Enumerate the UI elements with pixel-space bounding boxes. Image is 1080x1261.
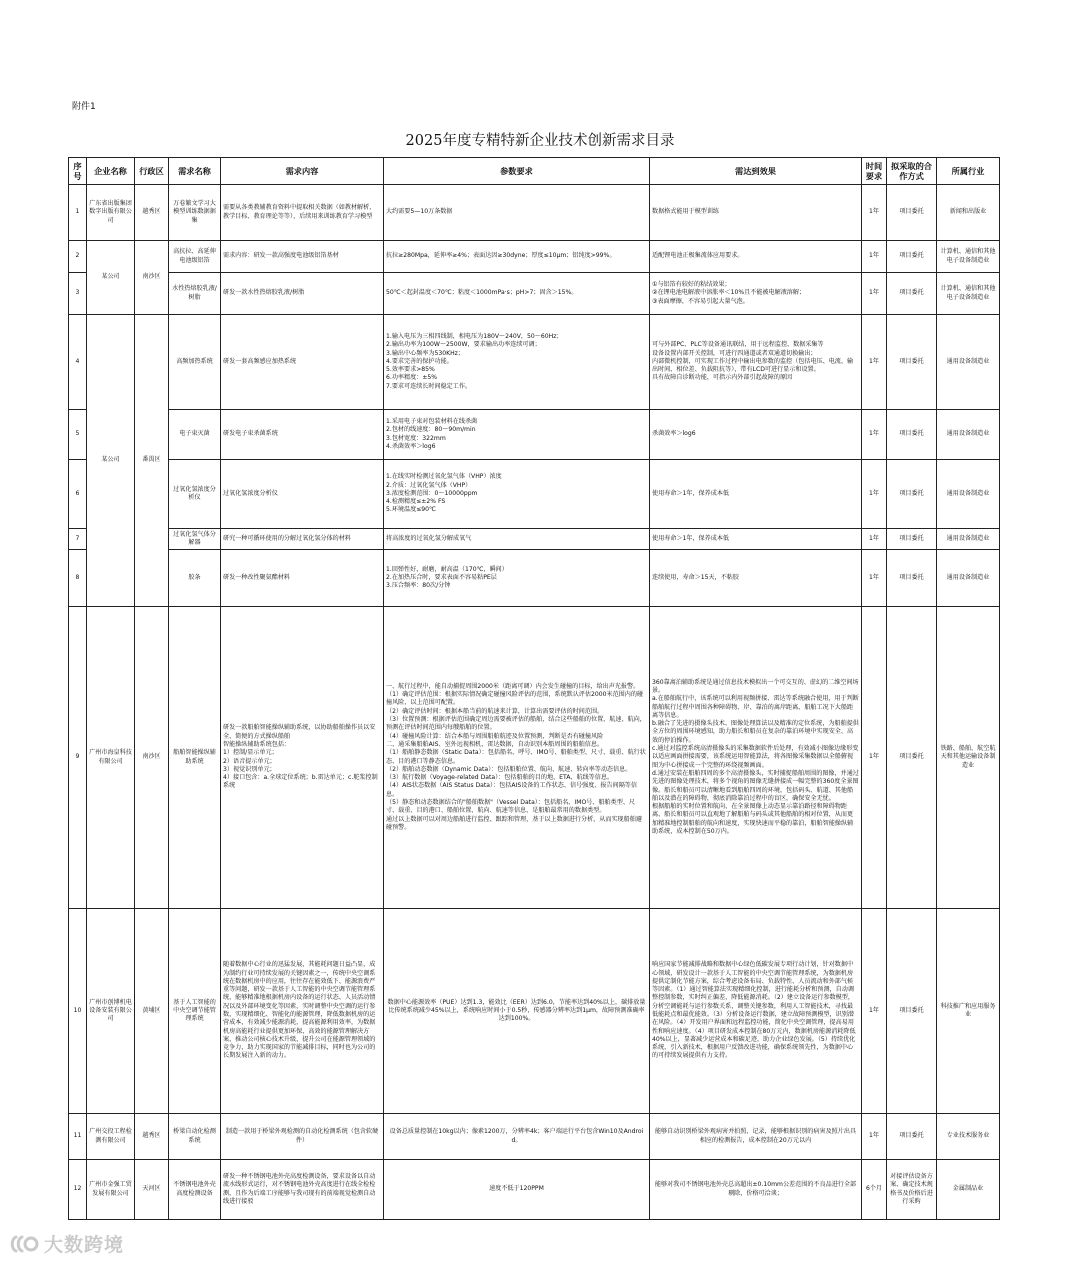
cell-coop: 项目委托 <box>887 460 937 529</box>
cell-time: 6个月 <box>862 1160 887 1220</box>
header-industry: 所属行业 <box>937 158 1000 185</box>
cell-no: 7 <box>69 529 87 550</box>
cell-content: 研发一种改性聚氨酯材料 <box>221 550 384 607</box>
cell-no: 3 <box>69 273 87 315</box>
cell-no: 12 <box>69 1160 87 1220</box>
cell-industry: 通用设备制造业 <box>937 529 1000 550</box>
cell-params: 50℃＜起封温度＜70℃；粘度＜1000mPa·s；pH>7；固含＞15%。 <box>384 273 650 315</box>
cell-effect: 适配锂电池正极集流体应用要求。 <box>650 241 862 273</box>
cell-no: 9 <box>69 607 87 909</box>
cell-industry: 新闻和出版业 <box>937 185 1000 241</box>
header-row <box>69 158 1000 185</box>
cell-time: 1年 <box>862 315 887 410</box>
cell-params: 数据中心能源效率（PUE）达到1.3，能效比（EER）达到6.0，节能率达到40%以上，碳排放量比传统系统减少45%以上，系统响应时间小于0.5秒，传感器分辨率达到1μm，故障预测准确率达到100%。 <box>384 909 650 1114</box>
header-no: 序号 <box>69 158 87 185</box>
cell-no: 5 <box>69 410 87 460</box>
cell-name: 万卷繁文学习大模型训练数据据集 <box>169 185 221 241</box>
cell-time: 1年 <box>862 607 887 909</box>
table-row <box>69 607 1000 909</box>
page-title: 2025年度专精特新企业技术创新需求目录 <box>405 133 675 149</box>
cell-content: 研发一套高频感应加热系统 <box>221 315 384 410</box>
cell-coop: 对接评估设备方案、确定技术规格书及价格后进行采购 <box>887 1160 937 1220</box>
cell-industry: 科技推广和应用服务业 <box>937 909 1000 1114</box>
cell-no: 6 <box>69 460 87 529</box>
cell-no: 2 <box>69 241 87 273</box>
cell-time: 1年 <box>862 550 887 607</box>
table-row <box>69 241 1000 273</box>
cell-name: 高抗拉、高延伸电池级铝箔 <box>169 241 221 273</box>
cell-name: 基于人工智能的中央空调节能管理系统 <box>169 909 221 1114</box>
cell-industry: 铁路、船舶、航空航天和其他运输设备制造业 <box>937 607 1000 909</box>
cell-time: 1年 <box>862 529 887 550</box>
header-demand-name: 需求名称 <box>169 158 221 185</box>
cell-effect: 连续使用，寿命＞15天，不粘胶 <box>650 550 862 607</box>
cell-coop: 项目委托 <box>887 185 937 241</box>
cell-name: 船舶智能操纵辅助系统 <box>169 607 221 909</box>
cell-no: 11 <box>69 1114 87 1160</box>
cell-company: 广州市创博机电设备安装有限公司 <box>87 909 135 1114</box>
cell-content: 需求内容：研发一款高强度电池级铝箔基材 <box>221 241 384 273</box>
cell-time: 1年 <box>862 909 887 1114</box>
cell-params: 1.回弹性好，耐磨，耐高温（170℃，瞬间） 2.在加热压合时，要求表面不容易粘PE层 3.压合频率：80次/分钟 <box>384 550 650 607</box>
cell-effect: 能够对我司不锈钢电池外壳总高超出±0.10mm公差范围的不良品进行全部剔除，价格可洽谈； <box>650 1160 862 1220</box>
cell-effect: 杀菌效率＞log6 <box>650 410 862 460</box>
cell-effect: 使用寿命＞1年，保养成本低 <box>650 460 862 529</box>
cell-name: 不锈钢电池外壳高度检测设备 <box>169 1160 221 1220</box>
cell-params: 将高浓度的过氧化氢分解成氧气 <box>384 529 650 550</box>
cell-district: 南沙区 <box>135 241 169 315</box>
cell-content: 研发一款船舶智能操纵辅助系统，以协助船舶操作员以安全、简便的方式操纵船舶 智能操纵辅助系统包括： 1）控制/显示单元； 2）语音提示单元； 3）视觉识别单元； 4）接口包含：a.全球定位系统；b.雷达单元；c.舵浆控制系统 <box>221 607 384 909</box>
table-row <box>69 315 1000 410</box>
cell-time: 1年 <box>862 410 887 460</box>
cell-effect: 能够自动识别桥梁外观病害并拍照、记录，能够根据识别的病害及照片出具相应的检测报告，成本控制在20万元以内 <box>650 1114 862 1160</box>
cell-no: 1 <box>69 185 87 241</box>
cell-time: 1年 <box>862 185 887 241</box>
cell-effect: 响应国家节能减排战略和数据中心绿色低碳发展专项行动计划，针对数据中心领域，研发设计一款基于人工智能的中央空调节能管理系统，为数据机房提供定制化节能方案，综合考虑设备布局、负载特性、人员流动和外部气候等因素。（1）通过智能算法实现精细化控制，进行能耗分析和预测，自动调整控制参数，实时纠正偏差，降低能源消耗。（2）建立设备运行参数模型，分析空调能耗与运行参数关系，调整关键参数，利用人工智能技术，寻找最低能耗点和最优能效。（3）分析设备运行数据，建立故障预测模型，识别潜在风险。（4）开发用户界面和远程监控功能，简化中央空调管理，提高易用性和响应速度。（4）项目研发成本控制在80万元内，数据机房能源消耗降低40%以上，显著减少运营成本和碳足迹，助力企业绿色发展。（5）持续优化系统，引入新技术，根据用户反馈改进功能，确保系统领先性，为数据中心的可持续发展提供有力支持。 <box>650 909 862 1114</box>
cell-coop: 项目委托 <box>887 529 937 550</box>
cell-district: 黄埔区 <box>135 909 169 1114</box>
cell-time: 1年 <box>862 1114 887 1160</box>
cell-time: 1年 <box>862 241 887 273</box>
header-params: 参数要求 <box>384 158 650 185</box>
cell-company: 广东省出版集团数字出版有限公司 <box>87 185 135 241</box>
cell-time: 1年 <box>862 460 887 529</box>
header-effect: 需达到效果 <box>650 158 862 185</box>
table-row <box>69 273 1000 315</box>
cell-district: 越秀区 <box>135 1114 169 1160</box>
cell-time: 1年 <box>862 273 887 315</box>
cell-effect: 数据格式能用于模型训练 <box>650 185 862 241</box>
cell-coop: 项目委托 <box>887 607 937 909</box>
cell-company: 广州交投工程检测有限公司 <box>87 1114 135 1160</box>
cell-district: 南沙区 <box>135 607 169 909</box>
cell-params: 1.在线实时检测过氧化氢气体（VHP）浓度 2.介质：过氧化氢气体（VHP） 3.浓度检测范围：0～10000ppm 4.检测精度≤±2% FS 5.环境温度≤90℃ <box>384 460 650 529</box>
cell-content: 过氧化氢浓度分析仪 <box>221 460 384 529</box>
cell-no: 8 <box>69 550 87 607</box>
cell-params: 1.采用电子束对包装材料在线杀菌 2.包材的线速度：80～90m/min 3.包材宽度：322mm 4.杀菌效率＞log6 <box>384 410 650 460</box>
demand-table <box>68 157 1000 1220</box>
cell-coop: 项目委托 <box>887 1114 937 1160</box>
cell-district: 番禺区 <box>135 315 169 607</box>
cell-content: 研发一款水性热熔胶乳液/树脂 <box>221 273 384 315</box>
cell-name: 桥梁自动化检测系统 <box>169 1114 221 1160</box>
cell-industry: 专业技术服务业 <box>937 1114 1000 1160</box>
cell-industry: 计算机、通信和其他电子设备制造业 <box>937 273 1000 315</box>
cell-no: 10 <box>69 909 87 1114</box>
cell-industry: 金属制品业 <box>937 1160 1000 1220</box>
cell-name: 过氧化氢气体分解器 <box>169 529 221 550</box>
cell-district: 天河区 <box>135 1160 169 1220</box>
cell-params: 一、航行过程中，能自动捕捉周围2000米（距离可调）内会发生碰撞的目标，给出声光报警。 （1）确定评估范围：根据实际情况确定碰撞风险评估的范围，系统默认评估2000米范围内的碰撞风险，以上范围可配置。 （2）确定评估时间：根据本船当前的航速来计算，计算出需要评估的时间范围。 （3）位置预测：根据评估范围确定周边需要被评估的船舶，结合这些船舶的位置、航速、航向，预测在评估时间范围内每艘船舶的位置。 （4）碰撞风险计算：结合本船与周围船舶航迹及位置预测，判断是否有碰撞风险 二、通采集船舶AIS、室外远视相机、雷达数据，自动识别本船周围的船舶信息。 （1）船舶静态数据（Static Data）：包括船名、呼号、IMO号、船舶类型、尺寸、载重、航行状态、目的港口等静态信息。 （2）船舶动态数据（Dynamic Data）：包括船舶位置、航向、航速、转向率等动态信息。 （3）航行数据（Voyage-related Data）：包括船舶的目的地、ETA、航线等信息。 （4）AIS状态数据（AIS Status Data）：包括AIS设备的工作状态、信号强度、报告间隔等信息。 （5）静态和动态数据结合的"船舶数据"（Vessel Data）：包括船名、IMO号、船舶类型、尺寸、载重、目的港口、船舶位置、航向、航速等信息，是船舶最常用的数据类型。 通过以上数据可以对周边船舶进行监控、跟踪和管理，基于以上数据进行分析，从而实现船舶避碰预警。 <box>384 607 650 909</box>
table-row <box>69 909 1000 1114</box>
cell-company: 某公司 <box>87 315 135 607</box>
table-row <box>69 529 1000 550</box>
cell-coop: 项目委托 <box>887 273 937 315</box>
cell-effect: 使用寿命＞1年，保养成本低 <box>650 529 862 550</box>
cell-industry: 通用设备制造业 <box>937 460 1000 529</box>
cell-content: 研发一种不锈钢电池外壳高度检测设备，要求设备以自动流水线形式运行，对不锈钢电池外壳高度进行在线全检检测，且作为后端工序能够与我司现有的前端视觉检测自动线进行接驳 <box>221 1160 384 1220</box>
watermark <box>10 1230 124 1257</box>
cell-params: 抗拉≥280Mpa，延伸率≥4%；表面达因≥30dyne；厚度≤10μm；铝纯度>99%。 <box>384 241 650 273</box>
cell-params: 速度不低于120PPM <box>384 1160 650 1220</box>
cell-name: 电子束灭菌 <box>169 410 221 460</box>
cell-effect: ①与铝箔有较好的粘结效果； ②在锂电池电解液中溶胀率＜10%且不能被电解液溶解； ③表面摩擦，不容易引起大量气泡。 <box>650 273 862 315</box>
table-row <box>69 550 1000 607</box>
cell-company: 某公司 <box>87 241 135 315</box>
cell-name: 过氧化氢浓度分析仪 <box>169 460 221 529</box>
cell-params: 设备总质量控制在10kg以内；像素1200万，分辨率4k；客户端运行平台包含Win10及Android。 <box>384 1114 650 1160</box>
cell-coop: 项目委托 <box>887 410 937 460</box>
cell-content: 研发电子束杀菌系统 <box>221 410 384 460</box>
table-row <box>69 1160 1000 1220</box>
cell-industry: 通用设备制造业 <box>937 550 1000 607</box>
cell-content: 随着数据中心行业的迅猛发展，其能耗问题日益凸显，成为制约行业可持续发展的关键因素之一，传统中央空调系统在数据机房中的应用，往往存在能效低下、能源浪费严重等问题，研发一款基于人工智能的中央空调节能管理系统，能够精准地根据机房内设备的运行状态、人员活动情况以及外部环境变化等因素，实时调整中央空调的运行参数，实现精细化、智能化的能源管理，降低数据机房的运营成本，有效减少能源消耗，提高能源利用效率，为数据机房高能耗行业提供更加环保、高效的能源管理解决方案，推动公司核心技术升级，提升公司在能源管理领域的竞争力，助力实现国家的节能减排目标，同时也为公司的长期发展注入新的动力。 <box>221 909 384 1114</box>
table-row <box>69 460 1000 529</box>
cell-params: 1.输入电压为三相四线制，相电压为180V～240V，50～60Hz； 2.输出功率为100W～2500W，要求输出功率连续可调； 3.输出中心频率为530KHz； 4.要求完善的保护功能。 5.效率要求>85% 6.功率精度：±5% 7.要求可连续长时间稳定工作。 <box>384 315 650 410</box>
header-company: 企业名称 <box>87 158 135 185</box>
cell-industry: 通用设备制造业 <box>937 315 1000 410</box>
attachment-label: 附件1 <box>72 102 96 112</box>
header-cooperation: 拟采取的合作方式 <box>887 158 937 185</box>
cell-params: 大约需要5—10万条数据 <box>384 185 650 241</box>
cell-company: 广州市金强工贸发展有限公司 <box>87 1160 135 1220</box>
cell-district: 越秀区 <box>135 185 169 241</box>
cell-content: 需要从各类教辅教育资料中提取相关数据（如教材解析、教学目标、教育理论等等），后续用来训练教育学习模型 <box>221 185 384 241</box>
table-row <box>69 410 1000 460</box>
table-row <box>69 1114 1000 1160</box>
cell-coop: 项目委托 <box>887 315 937 410</box>
table-row <box>69 185 1000 241</box>
cell-content: 制造一款用于桥梁外观检测的自动化检测系统（包含软硬件） <box>221 1114 384 1160</box>
cell-coop: 项目委托 <box>887 241 937 273</box>
watermark-logo-icon <box>10 1233 40 1255</box>
cell-effect: 可与外部PC、PLC等设备通讯联结，用于远程监控、数据采集等 设备设置内部开关控制，可进行四通道或者双通道切换输出； 内部微机控制，可实现工作过程中输出电参数的监控（包括电压、电流、输出时间、相位差、负载阻抗等），带有LCD可进行显示和设置。 具有故障自诊断功能，可指示内外部引起故障的原因 <box>650 315 862 410</box>
cell-coop: 项目委托 <box>887 909 937 1114</box>
cell-effect: 360靠离泊辅助系统是通过信息技术模拟出一个可交互的、虚幻的二维空间场景。 a.在船舶航行中，该系统可以利用视频拼接、雷达等系统融合使用，用于判断船舶航行过程中周围各种障碍物、岸、靠泊的离岸距离、船舶工况下大船距离等信息。 b.融合了先进的摄像头技术、图像处理算法以及精准的定位系统，为船舶提供全方位的周围环境感知，助力船长和船员在复杂的靠泊环境中实现安全、高效的停泊操作。 c.通过对监控系统高清摄像头的采集数据软件后处理，有效减小图像边缘形变以适应画面拼接需要，该系统运用智能算法，将各图像采集数据以全船俯视图为中心拼接成一个完整的环绕视频画面。 d.通过安装在船舶四周的多个高清摄像头，实时捕捉船舶周围的图像，并通过先进的图像处理技术，将多个视角的图像无缝拼接成一幅完整的360度全景图像。船长和船员可以清晰地看到船舶四周的环境，包括码头、航道、其他船舶以及潜在的障碍物，彻底消除靠泊过程中的盲区，确保安全无忧。 根据船舶的实时位置和航向，在全景图像上动态显示靠泊路径和障碍物距离，船长和船员可以直观地了解船舶与码头或其他船舶的相对位置，从而更加精准地控制船舶的航向和速度，实现快速而平稳的靠泊，船舶智能操纵辅助系统，成本控制在50万内。 <box>650 607 862 909</box>
cell-company: 广州市海皇科技有限公司 <box>87 607 135 909</box>
cell-name: 水性热熔胶乳液/树脂 <box>169 273 221 315</box>
header-district: 行政区 <box>135 158 169 185</box>
header-demand-content: 需求内容 <box>221 158 384 185</box>
header-time: 时间要求 <box>862 158 887 185</box>
cell-industry: 计算机、通信和其他电子设备制造业 <box>937 241 1000 273</box>
cell-coop: 项目委托 <box>887 550 937 607</box>
cell-name: 胶条 <box>169 550 221 607</box>
cell-name: 高频加热系统 <box>169 315 221 410</box>
watermark-text: 大数跨境 <box>44 1234 125 1256</box>
cell-content: 研究一种可循环使用的分解过氧化氢分体的材料 <box>221 529 384 550</box>
cell-industry: 通用设备制造业 <box>937 410 1000 460</box>
cell-no: 4 <box>69 315 87 410</box>
